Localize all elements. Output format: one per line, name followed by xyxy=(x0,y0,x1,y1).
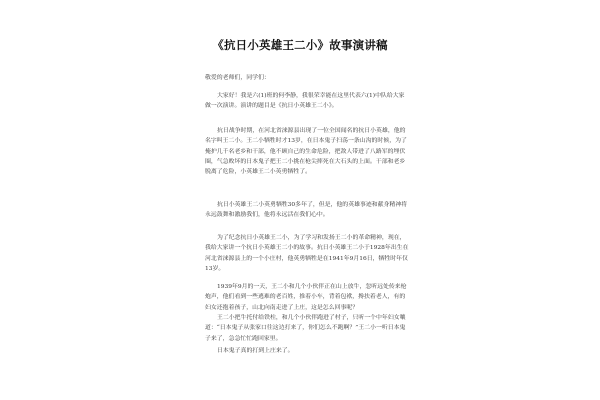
paragraph-enemy-arrives: 日本鬼子真的打到上庄来了。 xyxy=(217,348,294,354)
paragraph-memorial: 抗日小英雄王二小英勇牺牲30多年了，但是，他的英雄事迹和献身精神将永远鼓舞和激励我们，他将永远活在我们心中。 xyxy=(205,202,408,219)
paragraph-background: 抗日战争时期，在河北省涞源县出现了一位全国闻名的抗日小英雄，他的名字叫王二小。王二小牺牲时才13岁，在日本鬼子扫荡一条山沟的时候，为了掩护几千名老乡和干部，他不顾自己的生命危险，把敌人带进了八路军的埋伏圈，气急败坏的日本鬼子把王二小挑在枪尖摔死在大石头的上面。干部和老乡脱离了危险，小英雄王二小英勇牺牲了。 xyxy=(205,128,407,176)
paragraph-village: 王二小把牛托付给铁柱，和几个小伙伴跑进了村子，只听一个中年妇女嚷道：“日本鬼子从张家口往这边打来了，你们怎么不跑啊？”王二小一听日本鬼子来了，急急忙忙跑回家里。 xyxy=(205,315,406,342)
paragraph-1939: 1939年9月的一天，王二小和几个小伙伴正在山上放牛，忽听远处传来枪炮声，他们看到一些逃难的老百姓，推着小车，背着包袱，搀扶着老人，有的妇女还抱着孩子，山北向南走进了上庄，这是怎么回事呢？ xyxy=(205,284,407,311)
paragraph-story-intro: 为了纪念抗日小英雄王二小，为了学习和发扬王二小的革命精神，现在，我给大家讲一个抗日小英雄王二小的故事。抗日小英雄王二小于1928年出生在河北省涞源县上的一个小庄村，他英勇牺牲是在1941年9月16日，牺牲时年仅13岁。 xyxy=(205,235,409,272)
paragraph-greeting: 大家好！我是六(1)班的何李静，我很荣幸能在这里代表六(1)中队给大家做一次演讲。演讲的题目是《抗日小英雄王二小》。 xyxy=(205,93,405,110)
salutation: 敬爱的老师们，同学们： xyxy=(205,75,270,81)
document-title: 《抗日小英雄王二小》故事演讲稿 xyxy=(212,38,388,52)
